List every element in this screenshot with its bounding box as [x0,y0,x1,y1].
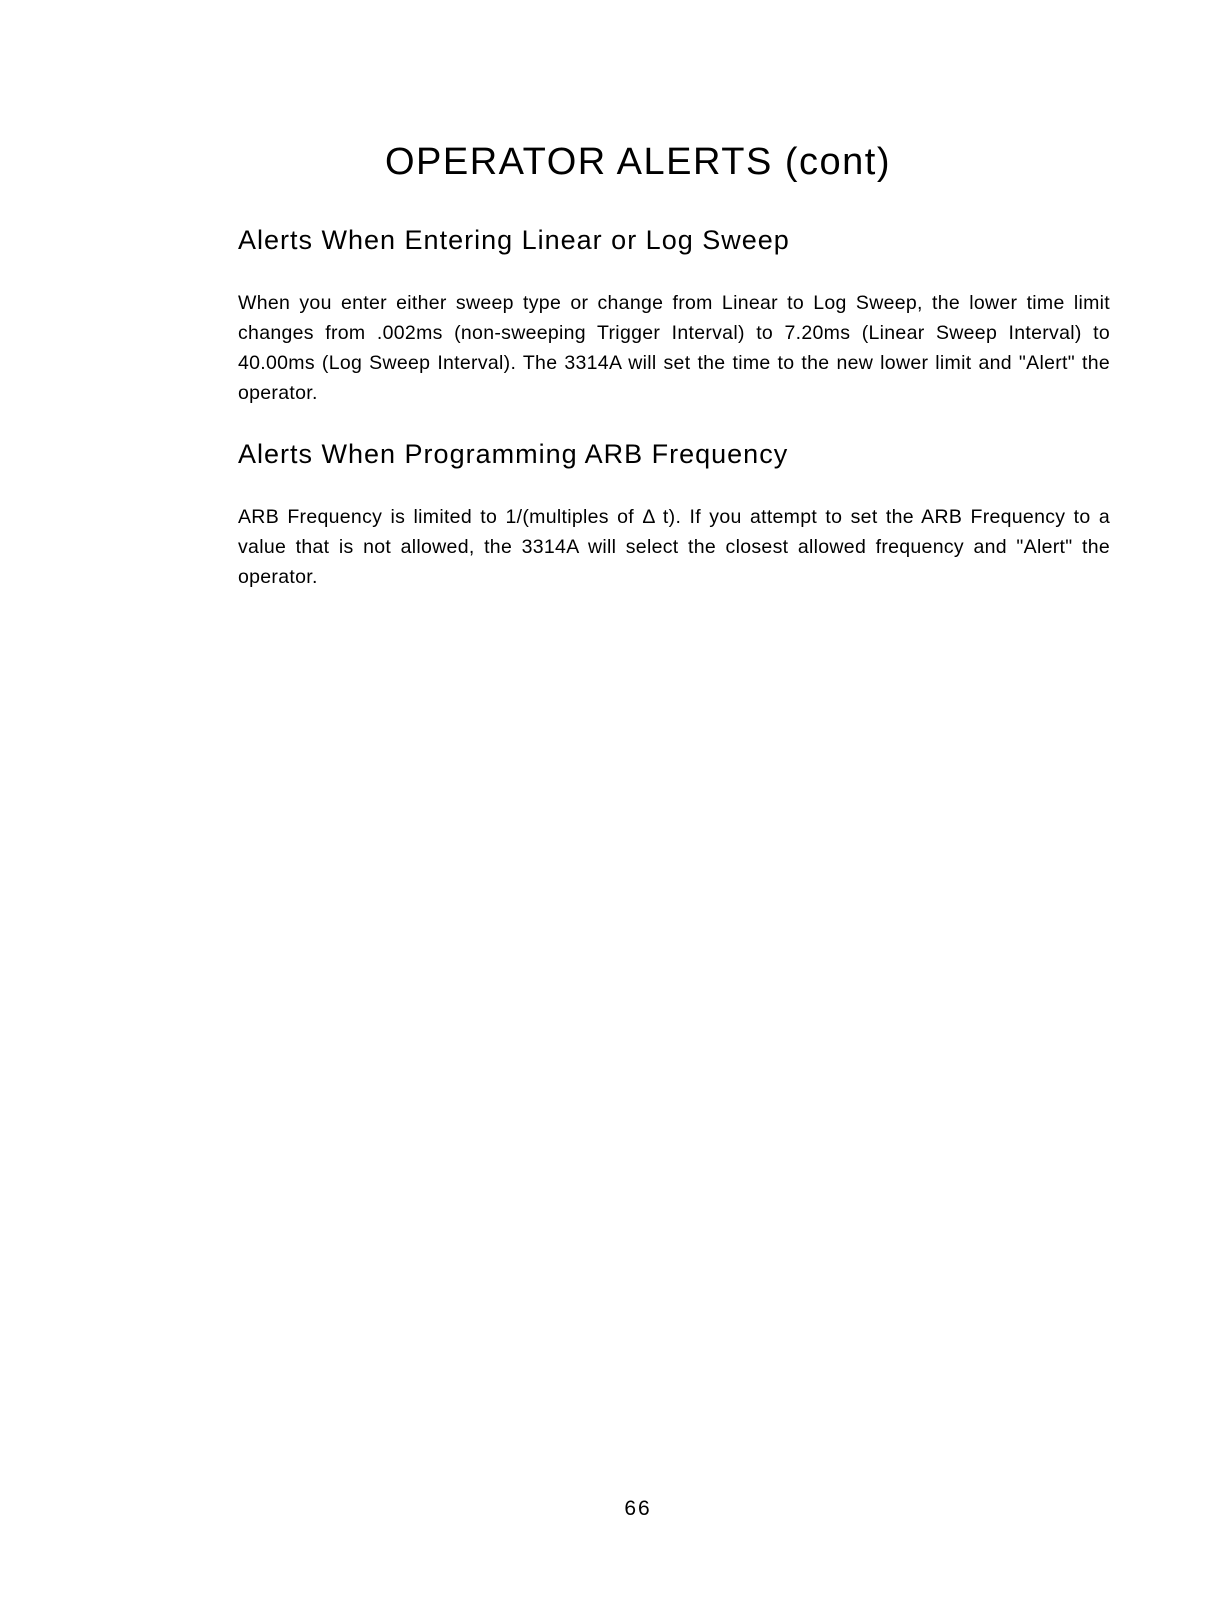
section-heading-arb-frequency: Alerts When Programming ARB Frequency [238,439,789,469]
page-number: 66 [624,1497,652,1520]
section-paragraph-linear-log-sweep: When you enter either sweep type or change from Linear to Log Sweep, the lower time limit changes from .002ms (non-sweeping Trigger Interval) to 7.20ms (Linear Sweep Interval) to 40.00ms (Log Sweep Interval). The 3314A will set the time to the new lower limit and "Alert" the operator. [238,292,1110,404]
section-paragraph-arb-frequency: ARB Frequency is limited to 1/(multiples of Δ t). If you attempt to set the ARB Frequency to a value that is not allowed, the 3314A will select the closest allowed frequency and "Alert" the operator. [238,506,1110,588]
section-heading-linear-log-sweep: Alerts When Entering Linear or Log Sweep [238,225,790,255]
page-title: OPERATOR ALERTS (cont) [384,141,892,183]
